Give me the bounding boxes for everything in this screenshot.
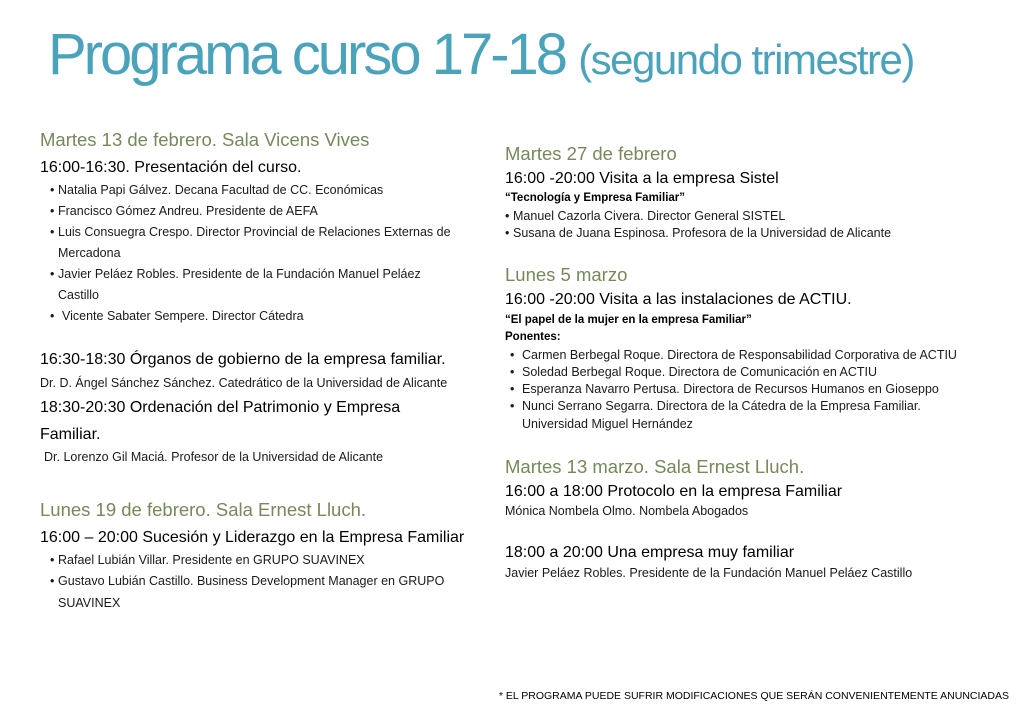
day-heading: Martes 13 de febrero. Sala Vicens Vives <box>40 129 370 150</box>
session-title: 16:30-18:30 Órganos de gobierno de la empresa familiar. <box>40 351 446 368</box>
day-heading: Lunes 19 de febrero. Sala Ernest Lluch. <box>40 499 367 520</box>
day-heading: Lunes 5 marzo <box>505 264 628 285</box>
speaker-list <box>40 550 458 615</box>
speaker-item: • Natalia Papi Gálvez. Decana Facultad de CC. Económicas <box>40 180 458 201</box>
page-title <box>48 20 914 95</box>
speaker-item: • Javier Peláez Robles. Presidente de la Fundación Manuel Peláez Castillo <box>40 264 458 306</box>
speaker-item: • Susana de Juana Espinosa. Profesora de la Universidad de Alicante <box>505 225 891 242</box>
speaker-list <box>40 180 458 327</box>
speaker-list <box>505 208 891 242</box>
footer-note: * EL PROGRAMA PUEDE SUFRIR MODIFICACIONES QUE SERÁN CONVENIENTEMENTE ANUNCIADAS <box>498 690 1009 702</box>
speaker-item: • Esperanza Navarro Pertusa. Directora de Recursos Humanos en Gioseppo <box>505 381 974 398</box>
speaker-item: • Manuel Cazorla Civera. Director General SISTEL <box>505 208 891 225</box>
speaker-item: • Luis Consuegra Crespo. Director Provincial de Relaciones Externas de Mercadona <box>40 222 458 264</box>
session-title: 16:00 a 18:00 Protocolo en la empresa Familiar <box>505 483 843 500</box>
session-title: 16:00 – 20:00 Sucesión y Liderazgo en la Empresa Familiar <box>40 529 465 546</box>
speaker-item: • Nunci Serrano Segarra. Directora de la Cátedra de la Empresa Familiar. Universidad Miguel Hernández <box>505 398 974 433</box>
speaker-item: • Vicente Sabater Sempere. Director Cátedra <box>40 306 458 327</box>
session-title: 16:00-16:30. Presentación del curso. <box>40 159 302 176</box>
page-title-sub: (segundo trimestre) <box>578 36 914 83</box>
speakers-label: Ponentes: <box>505 330 561 343</box>
speaker-item: • Rafael Lubián Villar. Presidente en GRUPO SUAVINEX <box>40 550 458 572</box>
speaker-line: Dr. Lorenzo Gil Maciá. Profesor de la Universidad de Alicante <box>44 450 384 464</box>
speaker-line: Javier Peláez Robles. Presidente de la Fundación Manuel Peláez Castillo <box>505 565 913 580</box>
day-heading: Martes 13 marzo. Sala Ernest Lluch. <box>505 456 805 477</box>
day-heading: Martes 27 de febrero <box>505 143 677 164</box>
session-title: 18:30-20:30 Ordenación del Patrimonio y Empresa Familiar. <box>40 398 401 443</box>
speaker-line: Mónica Nombela Olmo. Nombela Abogados <box>505 503 749 518</box>
speaker-item: • Gustavo Lubián Castillo. Business Development Manager en GRUPO SUAVINEX <box>40 571 458 614</box>
page-title-main: Programa curso 17-18 <box>48 22 566 87</box>
speaker-item: • Carmen Berbegal Roque. Directora de Responsabilidad Corporativa de ACTIU <box>505 347 974 364</box>
session-subtitle: “El papel de la mujer en la empresa Familiar” <box>505 313 752 326</box>
speaker-item: • Soledad Berbegal Roque. Directora de Comunicación en ACTIU <box>505 364 974 381</box>
speaker-line: Dr. D. Ángel Sánchez Sánchez. Catedrático de la Universidad de Alicante <box>40 376 448 390</box>
session-subtitle: “Tecnología y Empresa Familiar” <box>505 191 686 204</box>
session-title: 16:00 -20:00 Visita a las instalaciones de ACTIU. <box>505 291 852 308</box>
speaker-list <box>505 347 974 433</box>
session-title: 16:00 -20:00 Visita a la empresa Sistel <box>505 170 779 187</box>
speaker-item: • Francisco Gómez Andreu. Presidente de AEFA <box>40 201 458 222</box>
session-title: 18:00 a 20:00 Una empresa muy familiar <box>505 544 795 561</box>
